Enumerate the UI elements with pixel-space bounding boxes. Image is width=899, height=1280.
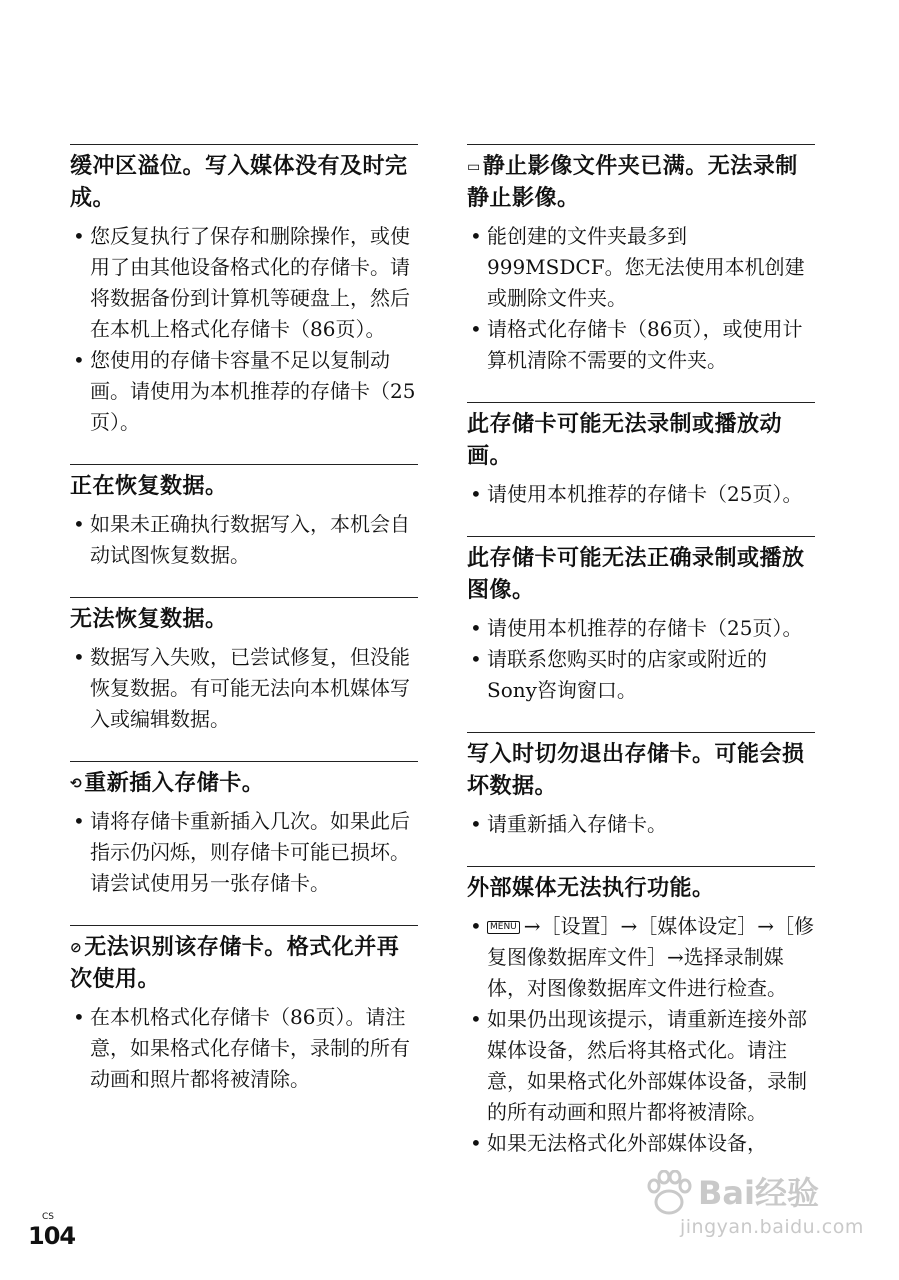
bullet-text: 如果仍出现该提示，请重新连接外部媒体设备，然后将其格式化。请注意，如果格式化外部媒体设备，录制的所有动画和照片都将被清除。 xyxy=(487,1007,807,1124)
list-item xyxy=(467,314,815,376)
bullet-text: 请格式化存储卡（86页），或使用计算机清除不需要的文件夹。 xyxy=(487,317,803,372)
message-section xyxy=(70,597,418,735)
list-item xyxy=(467,644,815,706)
bullet-icon: • xyxy=(470,224,482,248)
bullet-text: 请将存储卡重新插入几次。如果此后指示仍闪烁，则存储卡可能已损坏。请尝试使用另一张存储卡。 xyxy=(90,809,410,895)
bullet-list xyxy=(70,221,418,438)
left-column xyxy=(70,144,418,1121)
bullet-list xyxy=(70,806,418,899)
bullet-icon: • xyxy=(470,647,482,671)
bullet-icon: • xyxy=(470,812,482,836)
list-item xyxy=(70,642,418,735)
bullet-icon: • xyxy=(470,914,482,938)
menu-button-icon: MENU xyxy=(487,921,520,934)
bullet-list xyxy=(467,479,815,510)
message-heading: 此存储卡可能无法正确录制或播放图像。 xyxy=(467,546,805,603)
bullet-text: 请使用本机推荐的存储卡（25页）。 xyxy=(487,616,803,640)
bullet-text: 您反复执行了保存和删除操作，或使用了由其他设备格式化的存储卡。请将数据备份到计算机等硬盘上，然后在本机上格式化存储卡（86页）。 xyxy=(90,224,410,341)
message-heading: 正在恢复数据。 xyxy=(70,474,228,499)
memory-card-error-icon: ⊘ xyxy=(70,940,83,956)
message-section xyxy=(70,144,418,438)
message-heading: 外部媒体无法执行功能。 xyxy=(467,876,715,901)
message-heading-with-icon xyxy=(70,932,418,996)
bullet-text: 请联系您购买时的店家或附近的Sony咨询窗口。 xyxy=(487,647,767,702)
message-heading-with-icon xyxy=(467,151,815,215)
list-item xyxy=(467,809,815,840)
message-heading: 写入时切勿退出存储卡。可能会损坏数据。 xyxy=(467,742,805,799)
bullet-text: 能创建的文件夹最多到999MSDCF。您无法使用本机创建或删除文件夹。 xyxy=(487,224,805,310)
message-heading: 无法恢复数据。 xyxy=(70,607,228,632)
bullet-icon: • xyxy=(470,616,482,640)
message-section xyxy=(467,866,815,1159)
bullet-text: →［设置］→［媒体设定］→［修复图像数据库文件］→选择录制媒体，对图像数据库文件进行检查。 xyxy=(487,914,815,1000)
bullet-list xyxy=(70,642,418,735)
bullet-list xyxy=(70,509,418,571)
bullet-icon: • xyxy=(470,1007,482,1031)
language-code: CS xyxy=(42,1212,54,1222)
message-heading: 此存储卡可能无法录制或播放动画。 xyxy=(467,412,783,469)
watermark-url: jingyan.baidu.com xyxy=(680,1216,864,1238)
bullet-text: 数据写入失败，已尝试修复，但没能恢复数据。有可能无法向本机媒体写入或编辑数据。 xyxy=(90,645,410,731)
list-item xyxy=(467,1128,815,1159)
bullet-list xyxy=(467,809,815,840)
memory-card-reinsert-icon: ⟲ xyxy=(70,776,83,792)
bullet-icon: • xyxy=(73,348,85,372)
message-section xyxy=(70,761,418,899)
right-column xyxy=(467,144,815,1185)
bullet-icon: • xyxy=(470,482,482,506)
bullet-list xyxy=(467,221,815,376)
bullet-text: 在本机格式化存储卡（86页）。请注意，如果格式化存储卡，录制的所有动画和照片都将被清除。 xyxy=(90,1005,410,1091)
message-section xyxy=(467,536,815,706)
watermark xyxy=(640,1160,880,1250)
list-item xyxy=(70,345,418,438)
message-section xyxy=(70,925,418,1095)
bullet-icon: • xyxy=(73,224,85,248)
message-section xyxy=(70,464,418,571)
watermark-text: Bai经验 xyxy=(698,1174,819,1212)
paw-logo-icon xyxy=(644,1170,694,1216)
bullet-text: 请使用本机推荐的存储卡（25页）。 xyxy=(487,482,803,506)
list-item xyxy=(70,509,418,571)
message-heading-with-icon xyxy=(70,768,418,800)
list-item xyxy=(467,613,815,644)
bullet-list xyxy=(70,1002,418,1095)
list-item xyxy=(467,479,815,510)
bullet-icon: • xyxy=(470,317,482,341)
message-section xyxy=(467,732,815,840)
list-item xyxy=(70,1002,418,1095)
message-section xyxy=(467,144,815,376)
list-item xyxy=(70,806,418,899)
bullet-icon: • xyxy=(73,1005,85,1029)
list-item xyxy=(467,911,815,1004)
message-heading: 重新插入存储卡。 xyxy=(84,771,265,796)
message-heading: 静止影像文件夹已满。无法录制静止影像。 xyxy=(467,154,798,211)
bullet-text: 如果未正确执行数据写入，本机会自动试图恢复数据。 xyxy=(90,512,410,567)
message-section xyxy=(467,402,815,510)
bullet-icon: • xyxy=(470,1131,482,1155)
message-heading: 缓冲区溢位。写入媒体没有及时完成。 xyxy=(70,154,408,211)
bullet-text: 如果无法格式化外部媒体设备， xyxy=(487,1131,767,1155)
folder-full-icon: ▭ xyxy=(467,159,481,175)
bullet-icon: • xyxy=(73,645,85,669)
message-heading: 无法识别该存储卡。格式化并再次使用。 xyxy=(70,935,400,992)
list-item xyxy=(467,221,815,314)
list-item xyxy=(70,221,418,345)
bullet-text: 请重新插入存储卡。 xyxy=(487,812,667,836)
bullet-list xyxy=(467,613,815,706)
page-number-text: 104 xyxy=(28,1222,76,1250)
list-item xyxy=(467,1004,815,1128)
bullet-text: 您使用的存储卡容量不足以复制动画。请使用为本机推荐的存储卡（25页）。 xyxy=(90,348,416,434)
bullet-icon: • xyxy=(73,809,85,833)
bullet-icon: • xyxy=(73,512,85,536)
bullet-list xyxy=(467,911,815,1159)
